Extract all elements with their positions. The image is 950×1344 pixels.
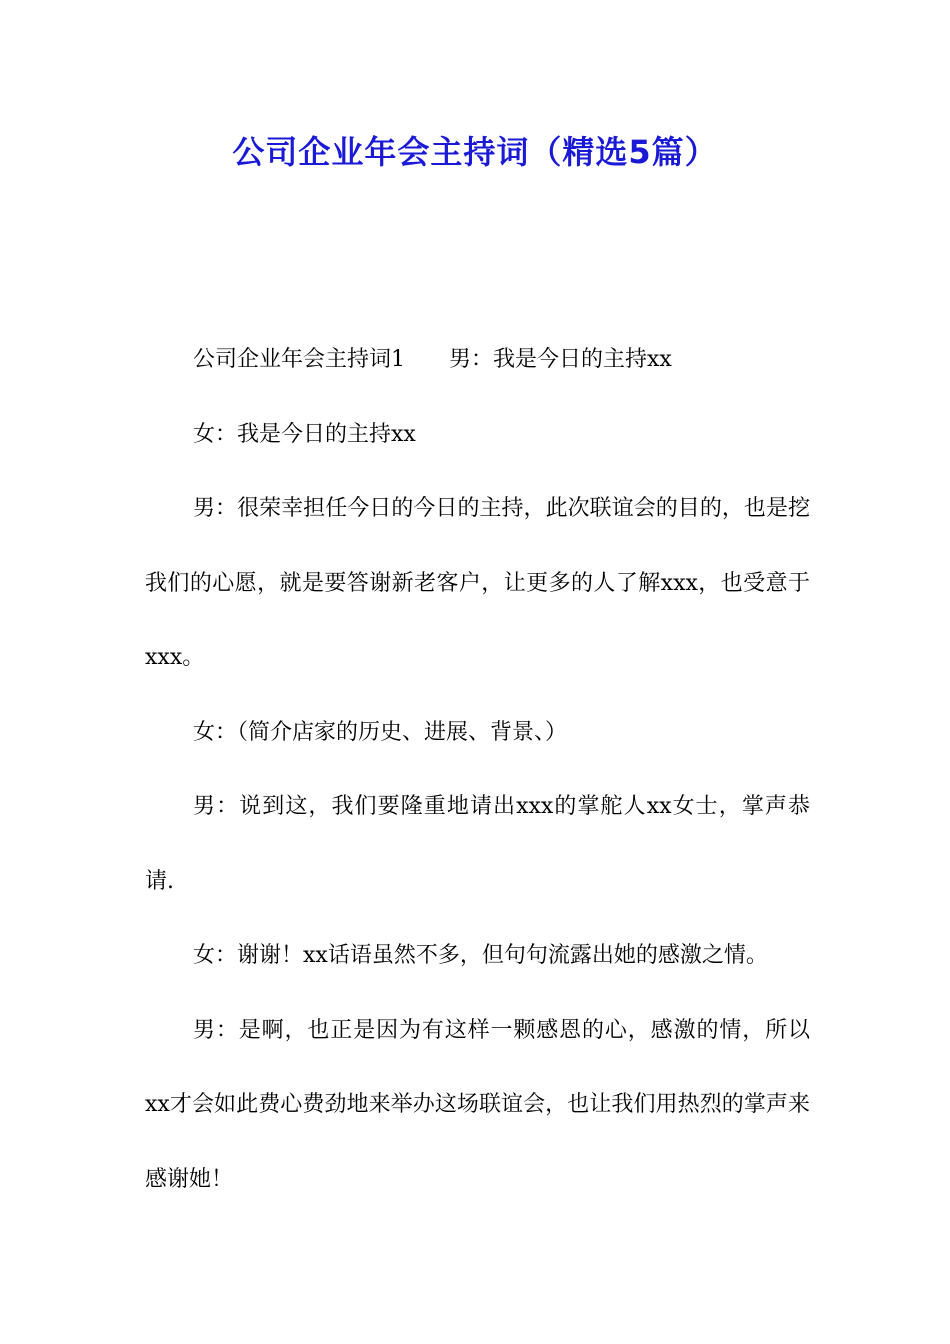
paragraph: 男：说到这，我们要隆重地请出xxx的掌舵人xx女士，掌声恭请. <box>145 794 810 894</box>
paragraph-text: 男：我是今日的主持xx <box>449 347 672 372</box>
paragraph: 女：（简介店家的历史、进展、背景、） <box>193 719 568 745</box>
document-body <box>145 323 810 1217</box>
paragraph: 女：谢谢！xx话语虽然不多，但句句流露出她的感激之情。 <box>193 943 768 968</box>
paragraph: 女：我是今日的主持xx <box>193 421 416 447</box>
paragraph: 男：很荣幸担任今日的今日的主持，此次联谊会的目的，也是挖我们的心愿，就是要答谢新老客户，让更多的人了解xxx，也受意于xxx。 <box>145 496 810 670</box>
paragraph-intro <box>145 323 810 398</box>
document-title: 公司企业年会主持词（精选5篇） <box>232 133 718 171</box>
section-heading: 公司企业年会主持词1 <box>193 347 405 372</box>
paragraph: 男：是啊，也正是因为有这样一颗感恩的心，感激的情，所以xx才会如此费心费劲地来举办这场联谊会，也让我们用热烈的掌声来感谢她！ <box>145 1017 810 1192</box>
